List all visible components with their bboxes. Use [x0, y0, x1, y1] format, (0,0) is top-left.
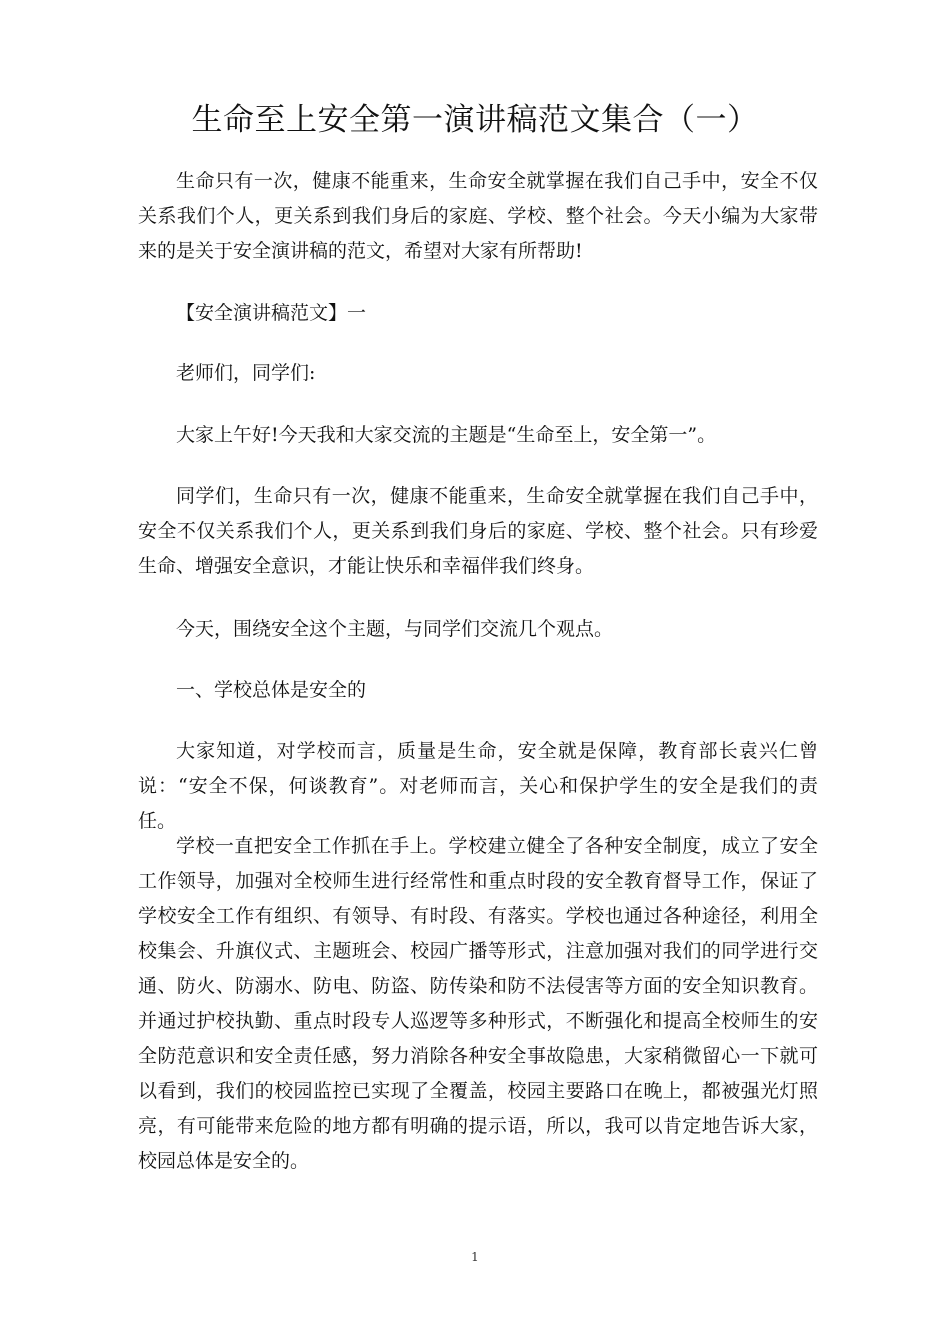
paragraph-intro: 生命只有一次，健康不能重来，生命安全就掌握在我们自己手中，安全不仅关系我们个人，更关系到我们身后的家庭、学校、整个社会。今天小编为大家带来的是关于安全演讲稿的范文，希望对大家有所帮助! — [138, 170, 818, 262]
paragraph-quality-safety: 大家知道，对学校而言，质量是生命，安全就是保障，教育部长袁兴仁曾说：“安全不保，何谈教育”。对老师而言，关心和保护学生的安全是我们的责任。 — [138, 740, 818, 832]
section-heading-speech-one: 【安全演讲稿范文】一 — [176, 302, 367, 324]
paragraph-school-measures: 学校一直把安全工作抓在手上。学校建立健全了各种安全制度，成立了安全工作领导，加强对全校师生进行经常性和重点时段的安全教育督导工作，保证了学校安全工作有组织、有领导、有时段、有落实。学校也通过各种途径，利用全校集会、升旗仪式、主题班会、校园广播等形式，注意加强对我们的同学进行交通、防火、防溺水、防电、防盗、防传染和防不法侵害等方面的安全知识教育。并通过护校执勤、重点时段专人巡逻等多种形式，不断强化和提高全校师生的安全防范意识和安全责任感，努力消除各种安全事故隐患，大家稍微留心一下就可以看到，我们的校园监控已实现了全覆盖，校园主要路口在晚上，都被强光灯照亮，有可能带来危险的地方都有明确的提示语，所以，我可以肯定地告诉大家，校园总体是安全的。 — [138, 835, 818, 1172]
page-number: 1 — [471, 1250, 479, 1264]
paragraph-topic: 今天，围绕安全这个主题，与同学们交流几个观点。 — [176, 618, 614, 640]
paragraph-greeting: 大家上午好!今天我和大家交流的主题是“生命至上，安全第一”。 — [176, 424, 717, 446]
document-title: 生命至上安全第一演讲稿范文集合（一） — [191, 102, 759, 138]
paragraph-salutation: 老师们，同学们: — [176, 362, 316, 384]
section-heading-school-safe: 一、学校总体是安全的 — [176, 679, 367, 701]
paragraph-life-once: 同学们，生命只有一次，健康不能重来，生命安全就掌握在我们自己手中，安全不仅关系我们个人，更关系到我们身后的家庭、学校、整个社会。只有珍爱生命、增强安全意识，才能让快乐和幸福伴我们终身。 — [138, 485, 818, 577]
